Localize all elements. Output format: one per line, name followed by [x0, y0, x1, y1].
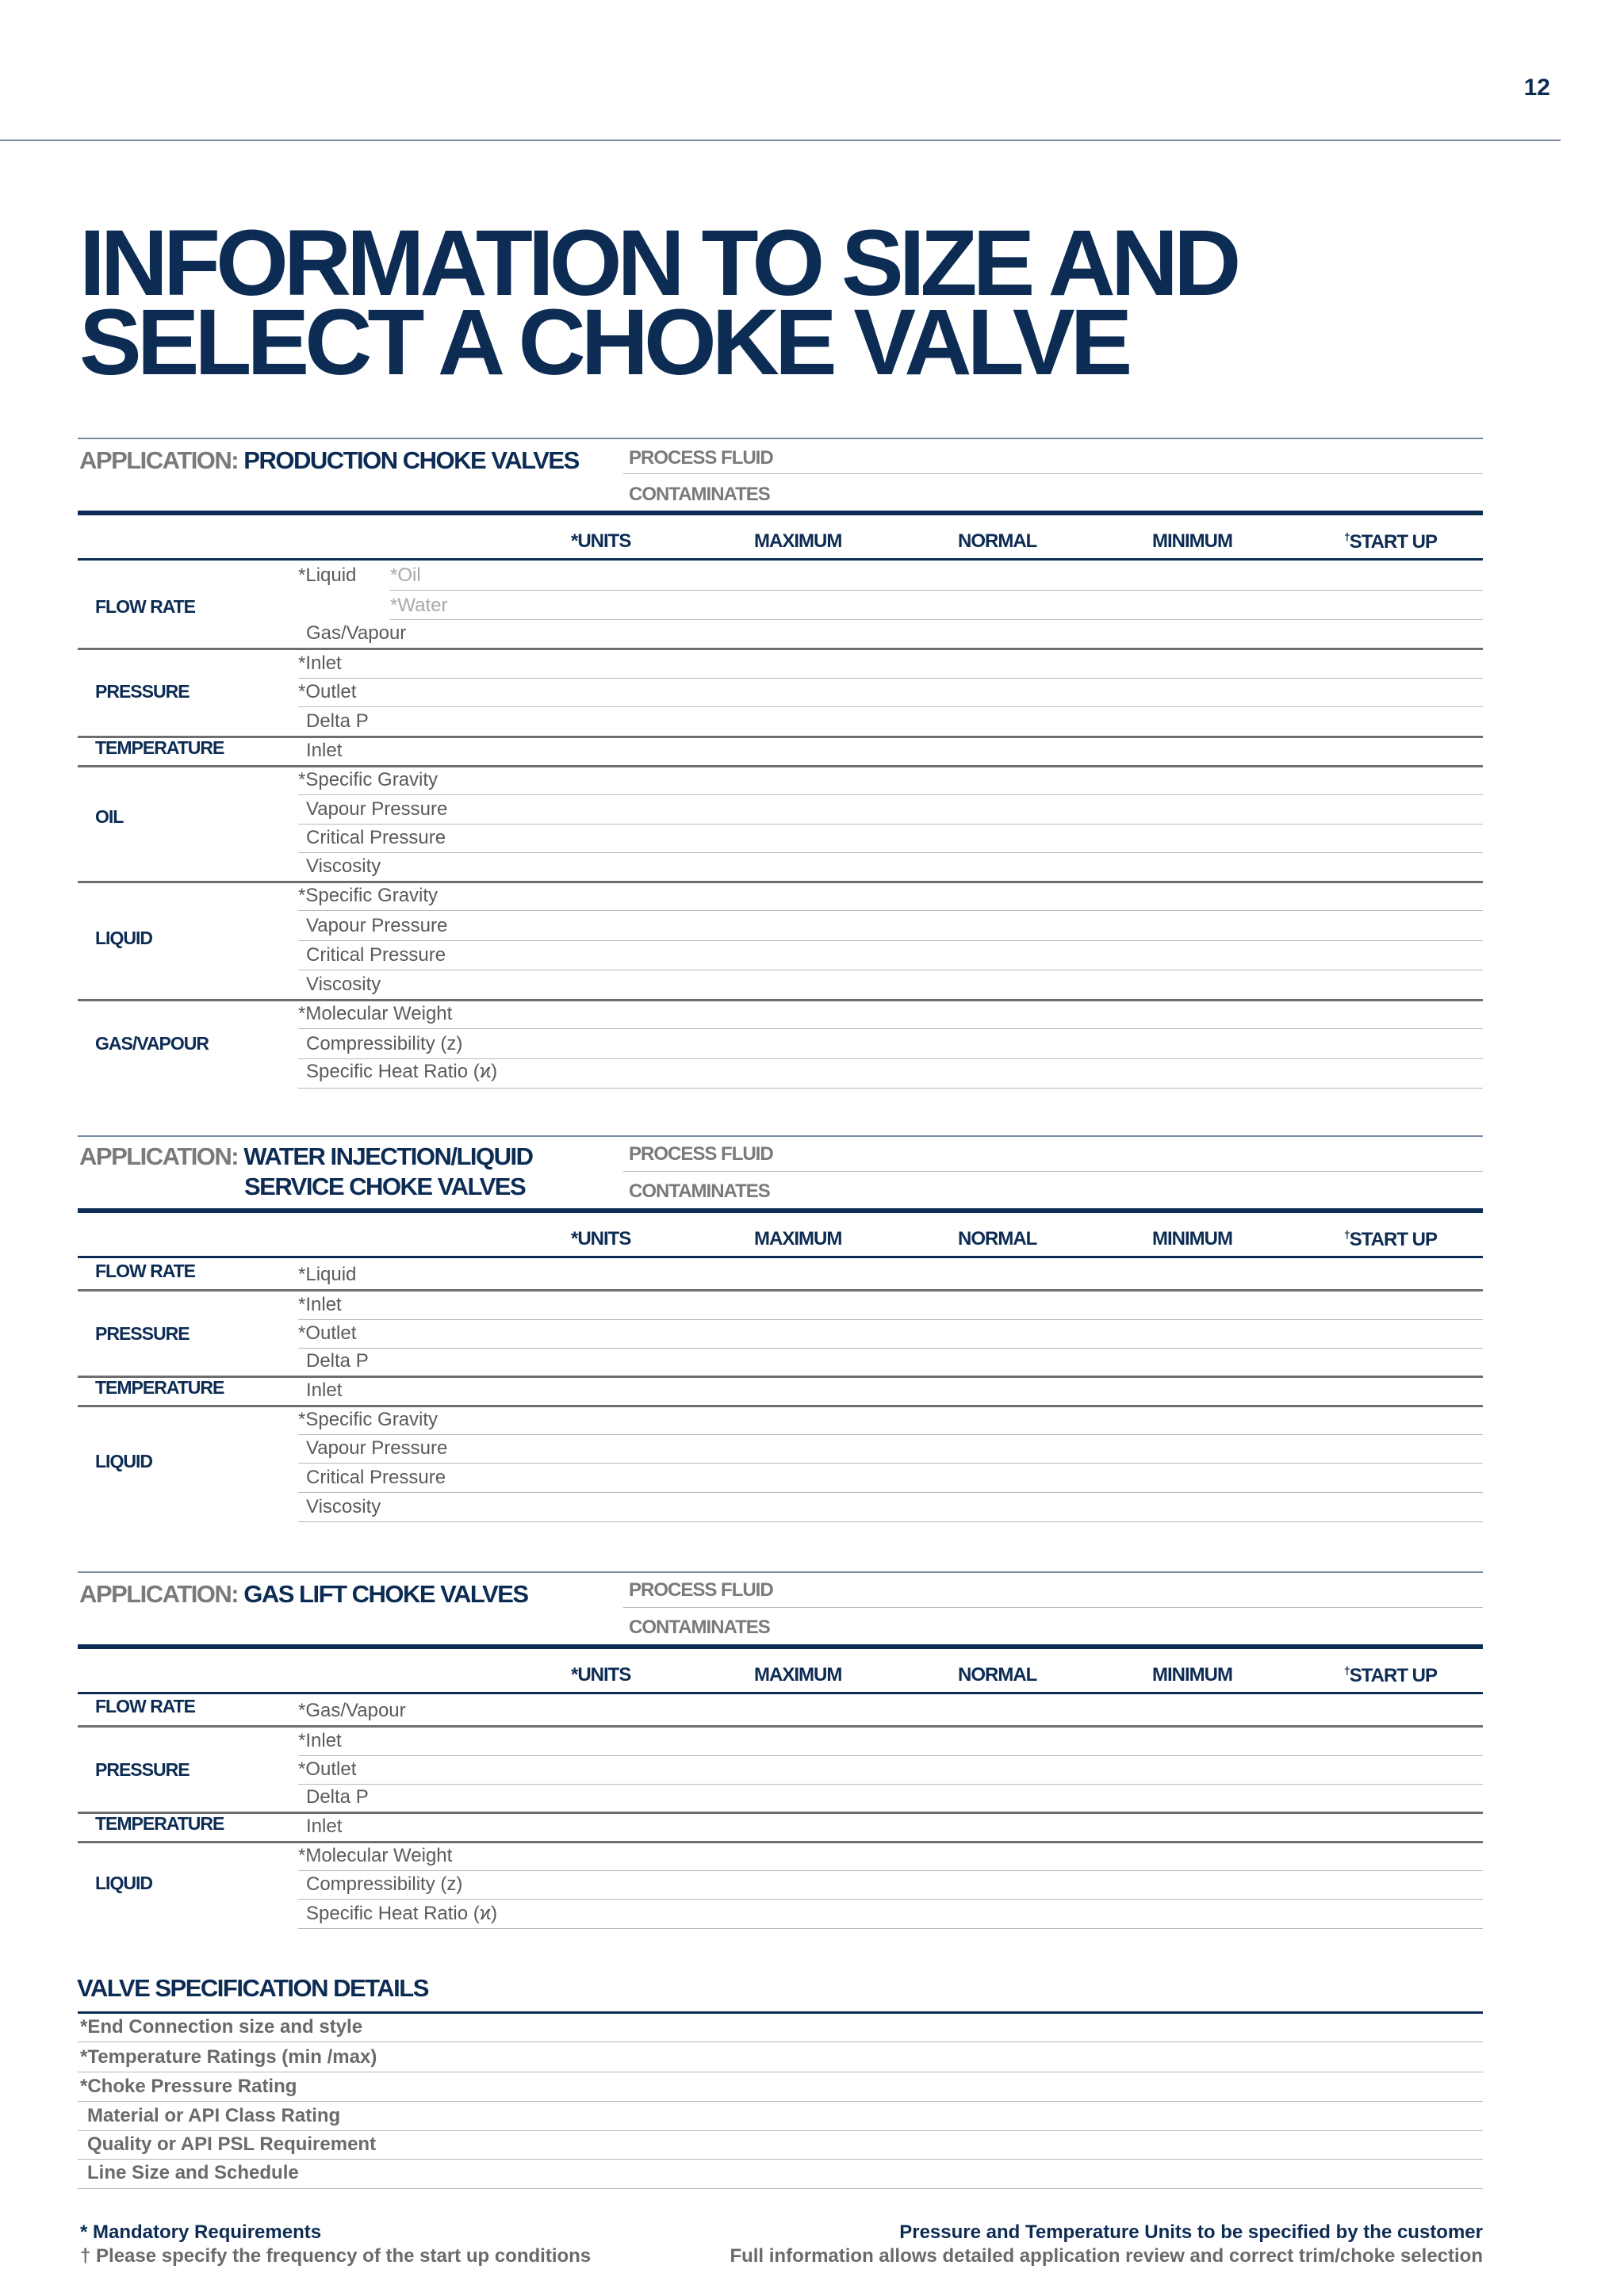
group-divider: [78, 999, 1483, 1001]
header-bottom-rule: [78, 558, 1483, 561]
section-thick-rule: [78, 511, 1483, 515]
group-oil: OIL: [95, 806, 124, 827]
spec-item: Line Size and Schedule: [87, 2162, 299, 2183]
startup-column-header: [1344, 1664, 1437, 1687]
group-pressure: PRESSURE: [95, 681, 190, 702]
dagger-mark: †: [1344, 1228, 1350, 1241]
process-fluid-label: PROCESS FLUID: [629, 1579, 773, 1601]
group-gas-vapour: GAS/VAPOUR: [95, 1033, 209, 1054]
row-cp: Critical Pressure: [306, 1467, 446, 1488]
group-flow-rate: FLOW RATE: [95, 1696, 195, 1716]
application-name: WATER INJECTION/LIQUID: [243, 1142, 533, 1170]
application-heading: [79, 1142, 533, 1202]
spec-item: Material or API Class Rating: [87, 2105, 341, 2126]
row-liq-sg: *Specific Gravity: [298, 885, 439, 906]
row-line[interactable]: [298, 1928, 1483, 1929]
group-divider: [78, 1405, 1483, 1407]
spec-item: Quality or API PSL Requirement: [87, 2133, 377, 2155]
group-liquid: LIQUID: [95, 1451, 152, 1471]
row-gas-z: Compressibility (z): [306, 1033, 463, 1054]
contaminates-label: CONTAMINATES: [629, 484, 770, 505]
startup-label: START UP: [1349, 531, 1438, 553]
row-line[interactable]: [298, 1319, 1483, 1320]
footnote-mandatory: * Mandatory Requirements: [80, 2221, 322, 2243]
row-line[interactable]: [298, 1058, 1483, 1059]
row-temp-inlet: Inlet: [306, 740, 343, 761]
group-liquid: LIQUID: [95, 1873, 152, 1893]
row-water: *Water: [390, 595, 448, 616]
application-name: GAS LIFT CHOKE VALVES: [243, 1580, 528, 1608]
startup-column-header: [1344, 1228, 1437, 1251]
process-fluid-field[interactable]: [623, 1171, 1483, 1172]
group-divider: [78, 1725, 1483, 1728]
section-thick-rule: [78, 1644, 1483, 1649]
process-fluid-label: PROCESS FLUID: [629, 447, 773, 469]
minimum-column-header: MINIMUM: [1152, 1228, 1232, 1249]
row-line[interactable]: [298, 1870, 1483, 1871]
normal-column-header: NORMAL: [958, 530, 1037, 552]
section-top-rule: [78, 1571, 1483, 1573]
normal-column-header: NORMAL: [958, 1228, 1037, 1249]
startup-label: START UP: [1349, 1665, 1438, 1686]
minimum-column-header: MINIMUM: [1152, 1664, 1232, 1686]
gas-lift-section: [78, 1571, 1483, 1936]
minimum-column-header: MINIMUM: [1152, 530, 1232, 552]
page-title-line-1: INFORMATION TO SIZE AND: [79, 211, 1237, 316]
row-line[interactable]: [298, 1434, 1483, 1435]
process-fluid-field[interactable]: [623, 473, 1483, 474]
row-line[interactable]: [298, 1463, 1483, 1464]
row-gas-k: Specific Heat Ratio (ϰ): [306, 1061, 498, 1082]
page-title: [79, 211, 1237, 395]
spec-item: *End Connection size and style: [80, 2016, 363, 2038]
footnote-units: Pressure and Temperature Units to be specified by the customer: [899, 2221, 1483, 2243]
spec-item: *Temperature Ratings (min /max): [80, 2046, 377, 2068]
spec-field-line[interactable]: [78, 2101, 1483, 2102]
application-name: PRODUCTION CHOKE VALVES: [243, 446, 579, 474]
group-divider: [78, 881, 1483, 883]
application-prefix: APPLICATION:: [79, 1142, 239, 1170]
dagger-mark: †: [1344, 530, 1350, 543]
application-prefix: APPLICATION:: [79, 1580, 239, 1608]
startup-column-header: [1344, 530, 1437, 553]
row-temp-inlet: Inlet: [306, 1380, 343, 1401]
spec-field-line[interactable]: [78, 2188, 1483, 2189]
row-liq-visc: Viscosity: [306, 974, 381, 995]
row-vp: Vapour Pressure: [306, 1437, 448, 1459]
row-line[interactable]: [298, 1492, 1483, 1493]
section-top-rule: [78, 438, 1483, 439]
row-line[interactable]: [298, 940, 1483, 941]
row-gas-vapour: Gas/Vapour: [306, 622, 407, 644]
row-line[interactable]: [298, 910, 1483, 911]
normal-column-header: NORMAL: [958, 1664, 1037, 1686]
contaminates-label: CONTAMINATES: [629, 1181, 770, 1202]
row-outlet: *Outlet: [298, 1322, 357, 1344]
row-temp-inlet: Inlet: [306, 1816, 343, 1837]
maximum-column-header: MAXIMUM: [754, 1228, 842, 1249]
row-liquid: *Liquid: [298, 1264, 357, 1285]
row-delta-p: Delta P: [306, 1350, 369, 1372]
row-liq-cp: Critical Pressure: [306, 944, 446, 966]
row-oil-line[interactable]: [390, 590, 1483, 591]
application-prefix: APPLICATION:: [79, 446, 239, 474]
application-heading: [79, 1579, 528, 1609]
group-pressure: PRESSURE: [95, 1759, 190, 1780]
units-column-header: *UNITS: [571, 530, 631, 552]
row-delta-p: Delta P: [306, 710, 369, 732]
units-column-header: *UNITS: [571, 1664, 631, 1686]
row-liquid: *Liquid: [298, 564, 357, 586]
section-thick-rule: [78, 1208, 1483, 1213]
row-oil: *Oil: [390, 564, 421, 586]
spec-field-line[interactable]: [78, 2159, 1483, 2160]
row-line[interactable]: [298, 1755, 1483, 1756]
row-oil-cp: Critical Pressure: [306, 827, 446, 848]
row-z: Compressibility (z): [306, 1873, 463, 1895]
group-divider: [78, 736, 1483, 738]
group-divider: [78, 1376, 1483, 1378]
group-divider: [78, 1812, 1483, 1814]
row-liq-vp: Vapour Pressure: [306, 915, 448, 936]
production-choke-section: [78, 438, 1483, 1093]
group-temperature: TEMPERATURE: [95, 1377, 224, 1398]
row-line[interactable]: [298, 1348, 1483, 1349]
section-top-rule: [78, 1135, 1483, 1137]
row-k: Specific Heat Ratio (ϰ): [306, 1903, 498, 1924]
group-liquid: LIQUID: [95, 928, 152, 948]
water-injection-section: [78, 1135, 1483, 1525]
row-gas-vapour: *Gas/Vapour: [298, 1700, 406, 1721]
row-mw: *Molecular Weight: [298, 1845, 453, 1866]
group-divider: [78, 648, 1483, 650]
group-flow-rate: FLOW RATE: [95, 1261, 195, 1281]
row-line[interactable]: [298, 1784, 1483, 1785]
row-oil-sg: *Specific Gravity: [298, 769, 439, 790]
dagger-mark: †: [1344, 1664, 1350, 1677]
row-sg: *Specific Gravity: [298, 1409, 439, 1430]
row-outlet: *Outlet: [298, 1758, 357, 1780]
row-line[interactable]: [298, 794, 1483, 795]
group-flow-rate: FLOW RATE: [95, 596, 195, 617]
row-inlet-line[interactable]: [298, 678, 1483, 679]
header-bottom-rule: [78, 1256, 1483, 1258]
group-temperature: TEMPERATURE: [95, 737, 224, 758]
application-name-line-2: SERVICE CHOKE VALVES: [244, 1173, 526, 1200]
row-line[interactable]: [298, 852, 1483, 853]
contaminates-label: CONTAMINATES: [629, 1617, 770, 1638]
row-outlet-line[interactable]: [298, 706, 1483, 707]
maximum-column-header: MAXIMUM: [754, 530, 842, 552]
valve-spec-title: VALVE SPECIFICATION DETAILS: [77, 1974, 428, 2002]
spec-field-line[interactable]: [78, 2130, 1483, 2131]
row-line[interactable]: [298, 1521, 1483, 1522]
group-divider: [78, 1289, 1483, 1292]
group-temperature: TEMPERATURE: [95, 1813, 224, 1834]
valve-spec-rule: [78, 2011, 1483, 2014]
row-gas-mw: *Molecular Weight: [298, 1003, 453, 1024]
row-water-line[interactable]: [390, 619, 1483, 620]
units-column-header: *UNITS: [571, 1228, 631, 1249]
page-title-line-2: SELECT A CHOKE VALVE: [79, 290, 1128, 395]
application-heading: [79, 446, 579, 476]
maximum-column-header: MAXIMUM: [754, 1664, 842, 1686]
row-outlet: *Outlet: [298, 681, 357, 702]
page-number: 12: [1523, 75, 1550, 101]
footnote-full-info: Full information allows detailed application review and correct trim/choke selection: [730, 2245, 1483, 2267]
group-divider: [78, 1841, 1483, 1843]
footnote-startup: † Please specify the frequency of the start up conditions: [80, 2245, 592, 2267]
group-divider: [78, 765, 1483, 767]
process-fluid-field[interactable]: [623, 1607, 1483, 1608]
startup-label: START UP: [1349, 1229, 1438, 1250]
group-pressure: PRESSURE: [95, 1323, 190, 1344]
row-inlet: *Inlet: [298, 652, 342, 674]
row-inlet: *Inlet: [298, 1730, 342, 1751]
process-fluid-label: PROCESS FLUID: [629, 1143, 773, 1165]
row-oil-visc: Viscosity: [306, 855, 381, 877]
row-inlet: *Inlet: [298, 1294, 342, 1315]
row-oil-vp: Vapour Pressure: [306, 798, 448, 820]
row-line[interactable]: [298, 1028, 1483, 1029]
row-line[interactable]: [298, 1899, 1483, 1900]
row-line[interactable]: [298, 1088, 1483, 1089]
header-rule: [0, 140, 1561, 141]
row-delta-p: Delta P: [306, 1786, 369, 1808]
header-bottom-rule: [78, 1692, 1483, 1694]
spec-item: *Choke Pressure Rating: [80, 2076, 297, 2097]
row-visc: Viscosity: [306, 1496, 381, 1517]
row-line[interactable]: [298, 824, 1483, 825]
